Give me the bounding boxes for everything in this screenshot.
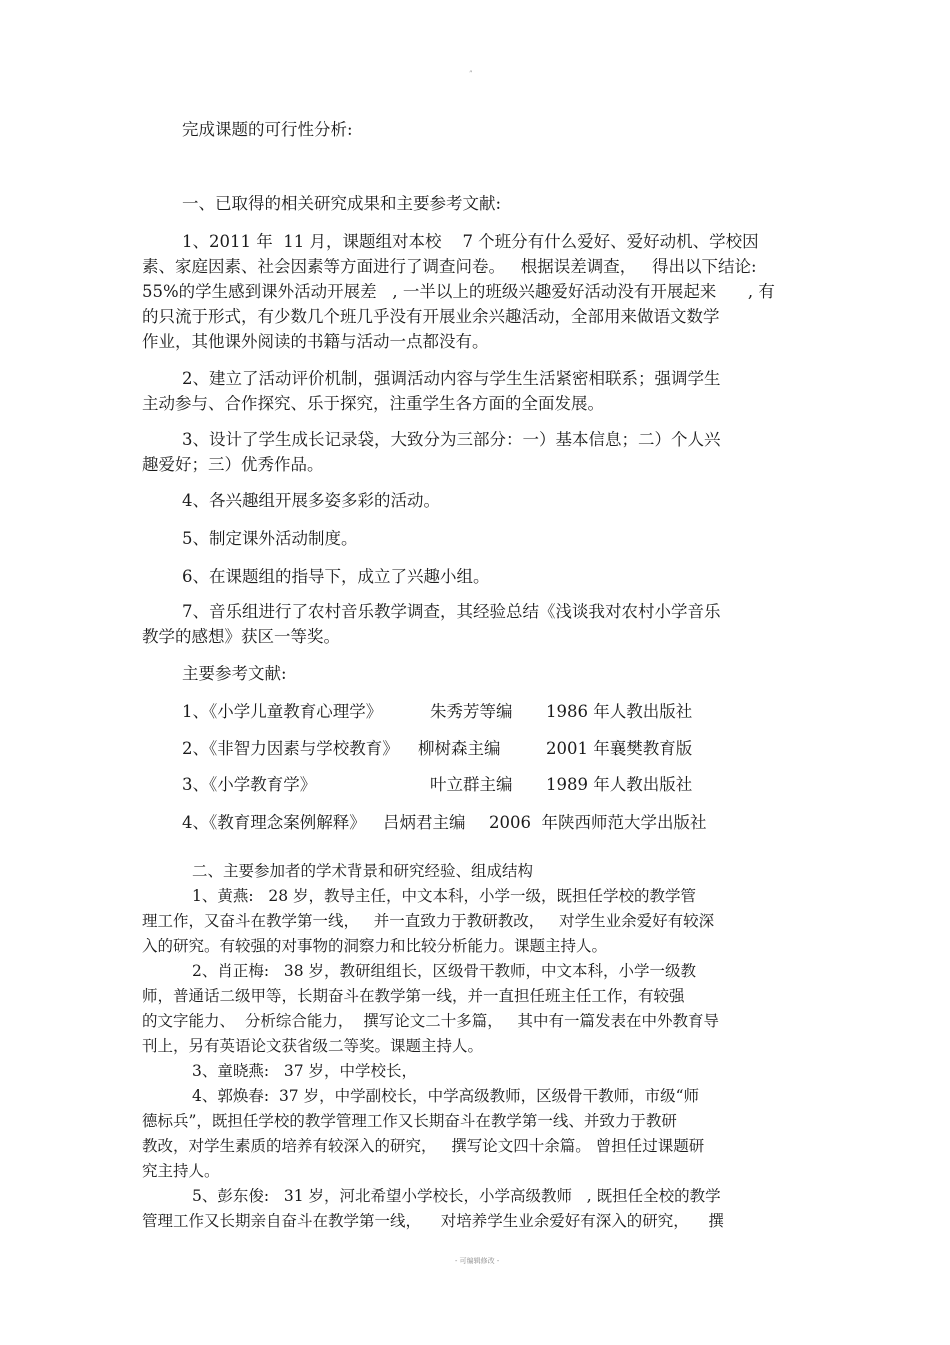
reference-publisher: 1986 年人教出版社 xyxy=(546,702,693,721)
member-line: 管理工作又长期亲自奋斗在教学第一线， 对培养学生业余爱好有深入的研究， 撰 xyxy=(142,1212,724,1230)
reference-title: 1、《小学儿童教育心理学》 xyxy=(182,702,383,721)
paragraph-line: 素、家庭因素、社会因素等方面进行了调查问卷。 根据误差调查， 得出以下结论: xyxy=(142,257,757,276)
member-line: 师，普通话二级甲等，长期奋斗在教学第一线，并一直担任班主任工作，有较强 xyxy=(142,987,685,1005)
paragraph-line: 教学的感想》获区一等奖。 xyxy=(142,627,340,646)
paragraph-line: 作业，其他课外阅读的书籍与活动一点都没有。 xyxy=(142,332,489,351)
header-mark: ” xyxy=(469,70,473,78)
reference-author: 柳树森主编 xyxy=(418,739,501,758)
paragraph-line: 5、制定课外活动制度。 xyxy=(182,529,358,548)
member-line: 1、黄燕: 28 岁，教导主任，中文本科，小学一级，既担任学校的教学管 xyxy=(192,887,697,905)
member-line: 5、彭东俊: 31 岁，河北希望小学校长，小学高级教师 , 既担任全校的教学 xyxy=(192,1187,721,1205)
reference-title: 4、《教育理念案例解释》 xyxy=(182,813,366,832)
member-line: 的文字能力、 分析综合能力， 撰写论文二十多篇， 其中有一篇发表在中外教育导 xyxy=(142,1012,719,1030)
member-line: 德标兵”，既担任学校的教学管理工作又长期奋斗在教学第一线、并致力于教研 xyxy=(142,1112,677,1130)
paragraph-line: 7、音乐组进行了农村音乐教学调查，其经验总结《浅谈我对农村小学音乐 xyxy=(182,602,721,621)
page-footer: - 可编辑修改 - xyxy=(455,1257,500,1265)
reference-author: 叶立群主编 xyxy=(430,775,513,794)
reference-publisher: 1989 年人教出版社 xyxy=(546,775,693,794)
reference-title: 3、《小学教育学》 xyxy=(182,775,317,794)
section-heading-2: 二、主要参加者的学术背景和研究经验、组成结构 xyxy=(192,862,534,880)
reference-publisher: 2006 年陕西师范大学出版社 xyxy=(489,813,707,832)
member-line: 究主持人。 xyxy=(142,1162,220,1180)
paragraph-line: 4、各兴趣组开展多姿多彩的活动。 xyxy=(182,491,440,510)
section-heading-1: 一、已取得的相关研究成果和主要参考文献: xyxy=(182,194,502,213)
reference-publisher: 2001 年襄樊教育版 xyxy=(546,739,693,758)
reference-author: 朱秀芳等编 xyxy=(430,702,513,721)
paragraph-line: 2、建立了活动评价机制，强调活动内容与学生生活紧密相联系；强调学生 xyxy=(182,369,721,388)
reference-title: 2、《非智力因素与学校教育》 xyxy=(182,739,399,758)
paragraph-line: 6、在课题组的指导下，成立了兴趣小组。 xyxy=(182,567,490,586)
paragraph-line: 3、设计了学生成长记录袋，大致分为三部分：一）基本信息；二）个人兴 xyxy=(182,430,721,449)
paragraph-line: 趣爱好；三）优秀作品。 xyxy=(142,455,324,474)
references-heading: 主要参考文献: xyxy=(182,664,287,683)
member-line: 入的研究。有较强的对事物的洞察力和比较分析能力。课题主持人。 xyxy=(142,937,608,955)
member-line: 2、肖正梅: 38 岁，教研组组长，区级骨干教师，中文本科，小学一级教 xyxy=(192,962,697,980)
page-title: 完成课题的可行性分析: xyxy=(182,120,353,139)
paragraph-line: 1、2011 年 11 月，课题组对本校 7 个班分有什么爱好、爱好动机、学校因 xyxy=(182,232,759,251)
paragraph-line: 55%的学生感到课外活动开展差 , 一半以上的班级兴趣爱好活动没有开展起来 , 有 xyxy=(142,282,775,301)
reference-author: 吕炳君主编 xyxy=(383,813,466,832)
paragraph-line: 的只流于形式，有少数几个班几乎没有开展业余兴趣活动，全部用来做语文数学 xyxy=(142,307,720,326)
member-line: 教改，对学生素质的培养有较深入的研究， 撰写论文四十余篇。 曾担任过课题研 xyxy=(142,1137,705,1155)
paragraph-line: 主动参与、合作探究、乐于探究，注重学生各方面的全面发展。 xyxy=(142,394,604,413)
member-line: 3、童晓燕: 37 岁，中学校长， xyxy=(192,1062,418,1080)
member-line: 理工作，又奋斗在教学第一线， 并一直致力于教研教改， 对学生业余爱好有较深 xyxy=(142,912,715,930)
member-line: 4、郭焕春: 37 岁，中学副校长，中学高级教师，区级骨干教师，市级“师 xyxy=(192,1087,700,1105)
member-line: 刊上，另有英语论文获省级二等奖。课题主持人。 xyxy=(142,1037,484,1055)
